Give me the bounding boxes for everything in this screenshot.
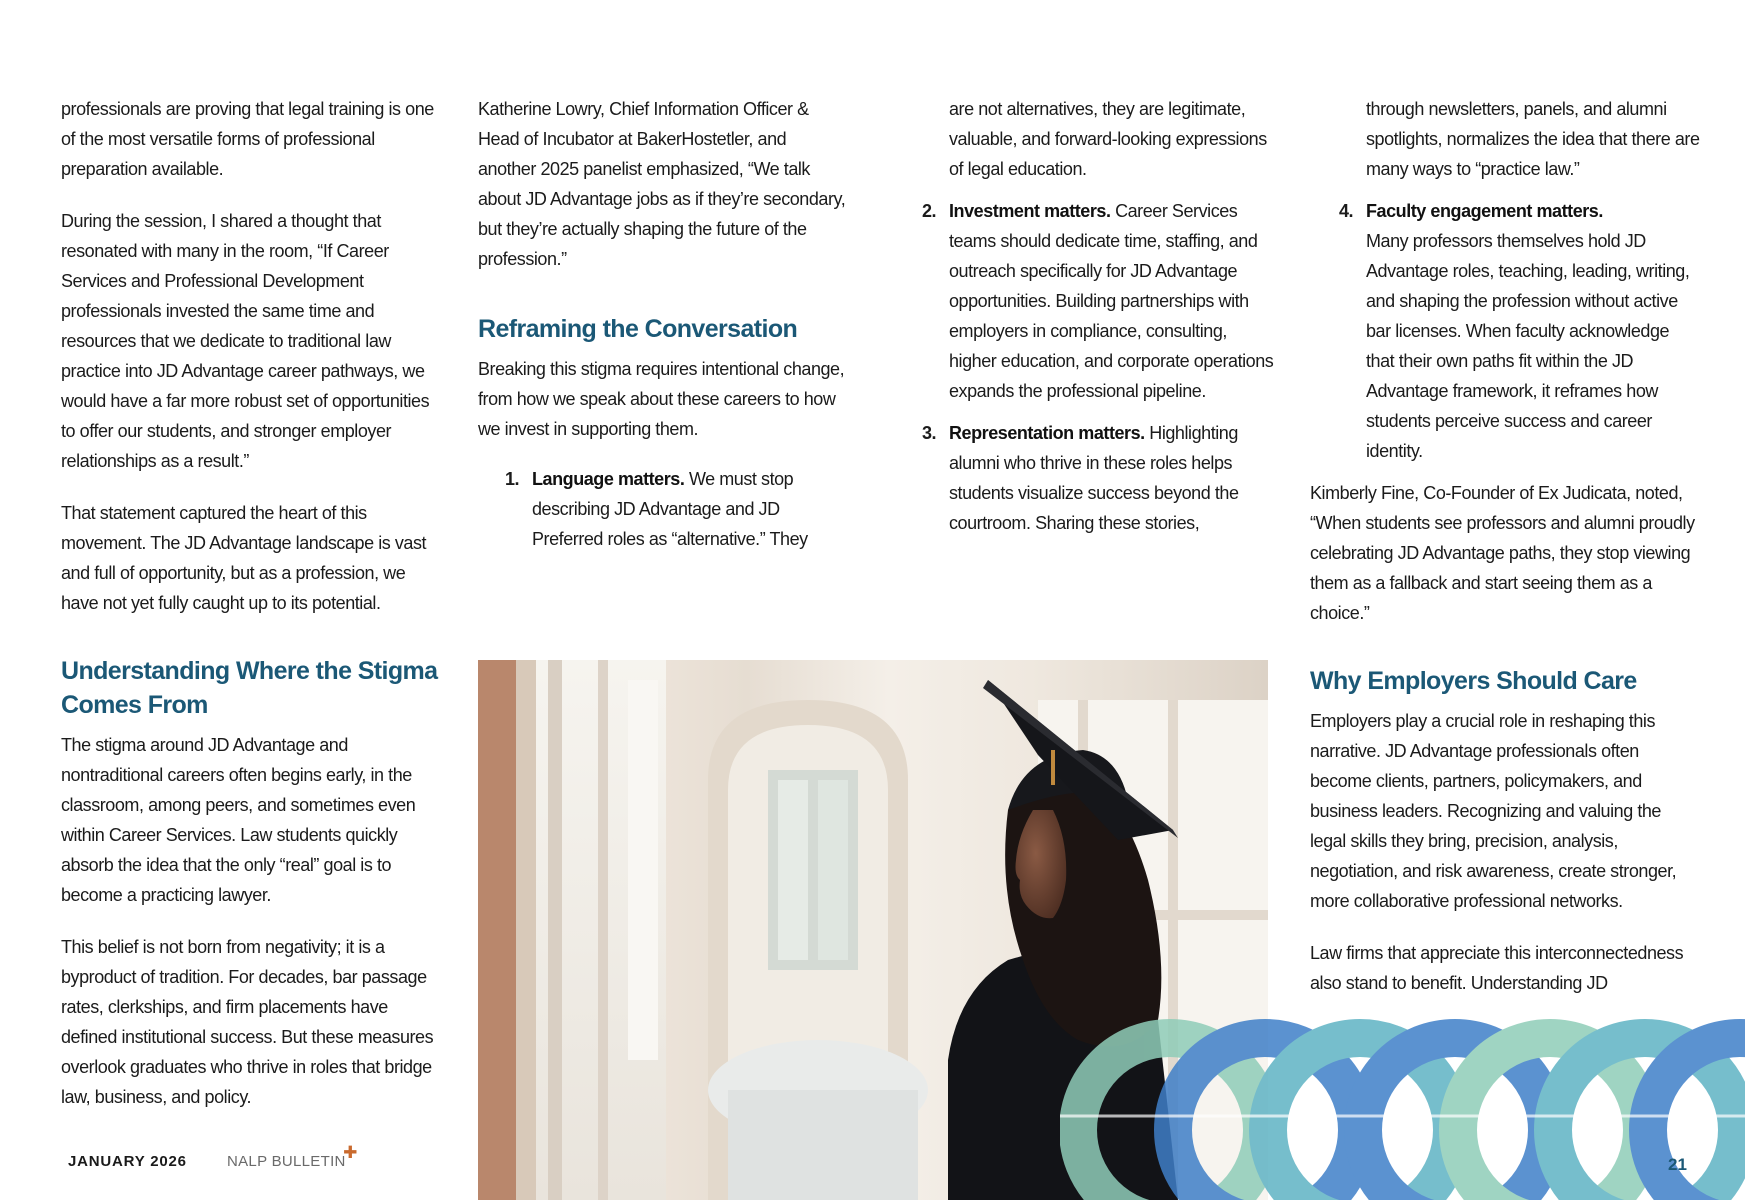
list-item-title: Representation matters. <box>949 423 1145 443</box>
list-item <box>505 464 848 554</box>
numbered-list <box>922 196 1278 538</box>
numbered-list <box>505 464 848 554</box>
list-item <box>1339 196 1700 466</box>
list-number: 3. <box>922 423 937 443</box>
paragraph: Kimberly Fine, Co-Founder of Ex Judicata, noted, “When students see professors and alumni proudly celebrating JD Advantage paths, they stop viewing them as a fallback and start seeing them as a choice.” <box>1310 483 1695 623</box>
list-item-text: Career Services teams should dedicate time, staffing, and outreach specifically for JD Advantage opportunities. Building partnerships with employers in compliance, consulting, higher education, and corporate operations expands the professional pipeline. <box>949 201 1274 401</box>
section-heading-stigma: Understanding Where the Stigma Comes From <box>61 657 438 719</box>
column-4 <box>1310 94 1700 998</box>
numbered-list <box>1339 196 1700 466</box>
column-1 <box>61 94 441 1112</box>
list-item-title: Investment matters. <box>949 201 1111 221</box>
paragraph: That statement captured the heart of this movement. The JD Advantage landscape is vast and full of opportunity, but as a profession, we have not yet fully caught up to its potential. <box>61 503 427 613</box>
list-item <box>922 418 1278 538</box>
paragraph: are not alternatives, they are legitimate, valuable, and forward-looking expressions of legal education. <box>949 99 1267 179</box>
section-heading-reframing: Reframing the Conversation <box>478 315 798 343</box>
list-item-title: Faculty engagement matters. <box>1366 201 1603 221</box>
column-3 <box>922 94 1278 550</box>
list-item-title: Language matters. <box>532 469 685 489</box>
paragraph: Katherine Lowry, Chief Information Officer & Head of Incubator at BakerHostetler, and another 2025 panelist emphasized, “We talk about JD Advantage jobs as if they’re secondary, but they’re actually shaping the future of the profession.” <box>478 99 846 269</box>
paragraph: During the session, I shared a thought that resonated with many in the room, “If Career Services and Professional Development professionals invested the same time and resources that we dedicate to traditional law practice into JD Advantage career pathways, we would have a far more robust set of opportunities to offer our students, and stronger employer relationships as a result.” <box>61 211 430 471</box>
list-number: 4. <box>1339 201 1354 221</box>
page-number: 21 <box>1668 1155 1687 1174</box>
paragraph: Employers play a crucial role in reshaping this narrative. JD Advantage professionals often become clients, partners, policymakers, and business leaders. Recognizing and valuing the legal skills they bring, precision, analysis, negotiation, and risk awareness, create stronger, more collaborative professional networks. <box>1310 711 1677 911</box>
decorative-rings <box>1060 1010 1745 1200</box>
list-item <box>922 196 1278 406</box>
publication-title: NALP BULLETIN <box>227 1153 346 1170</box>
list-item-text: We must stop describing JD Advantage and JD Preferred roles as “alternative.” They <box>532 469 808 549</box>
list-number: 1. <box>505 469 520 489</box>
publication-name <box>227 1143 358 1170</box>
list-item-text: Many professors themselves hold JD Advantage roles, teaching, leading, writing, and shaping the profession without active bar licenses. When faculty acknowledge that their own paths fit within the JD Advantage framework, it reframes how students perceive success and career identity. <box>1366 231 1690 461</box>
column-2 <box>478 94 848 566</box>
paragraph: This belief is not born from negativity; it is a byproduct of tradition. For decades, bar passage rates, clerkships, and firm placements have defined institutional success. But these measures overlook graduates who thrive in roles that bridge law, business, and policy. <box>61 937 434 1107</box>
paragraph: professionals are proving that legal training is one of the most versatile forms of professional preparation available. <box>61 99 434 179</box>
list-item-text: Highlighting alumni who thrive in these roles helps students visualize success beyond the courtroom. Sharing these stories, <box>949 423 1239 533</box>
plus-icon: ✚ <box>343 1143 358 1162</box>
section-heading-employers: Why Employers Should Care <box>1310 667 1637 695</box>
list-number: 2. <box>922 201 937 221</box>
paragraph: The stigma around JD Advantage and nontraditional careers often begins early, in the classroom, among peers, and sometimes even within Career Services. Law students quickly absorb the idea that the only “real” goal is to become a practicing lawyer. <box>61 735 416 905</box>
paragraph: through newsletters, panels, and alumni spotlights, normalizes the idea that there are many ways to “practice law.” <box>1366 99 1700 179</box>
issue-date: JANUARY 2026 <box>68 1153 187 1170</box>
rings-illustration <box>1060 1010 1745 1200</box>
paragraph: Breaking this stigma requires intentional change, from how we speak about these careers to how we invest in supporting them. <box>478 359 845 439</box>
paragraph: Law firms that appreciate this interconnectedness also stand to benefit. Understanding JD <box>1310 943 1684 993</box>
